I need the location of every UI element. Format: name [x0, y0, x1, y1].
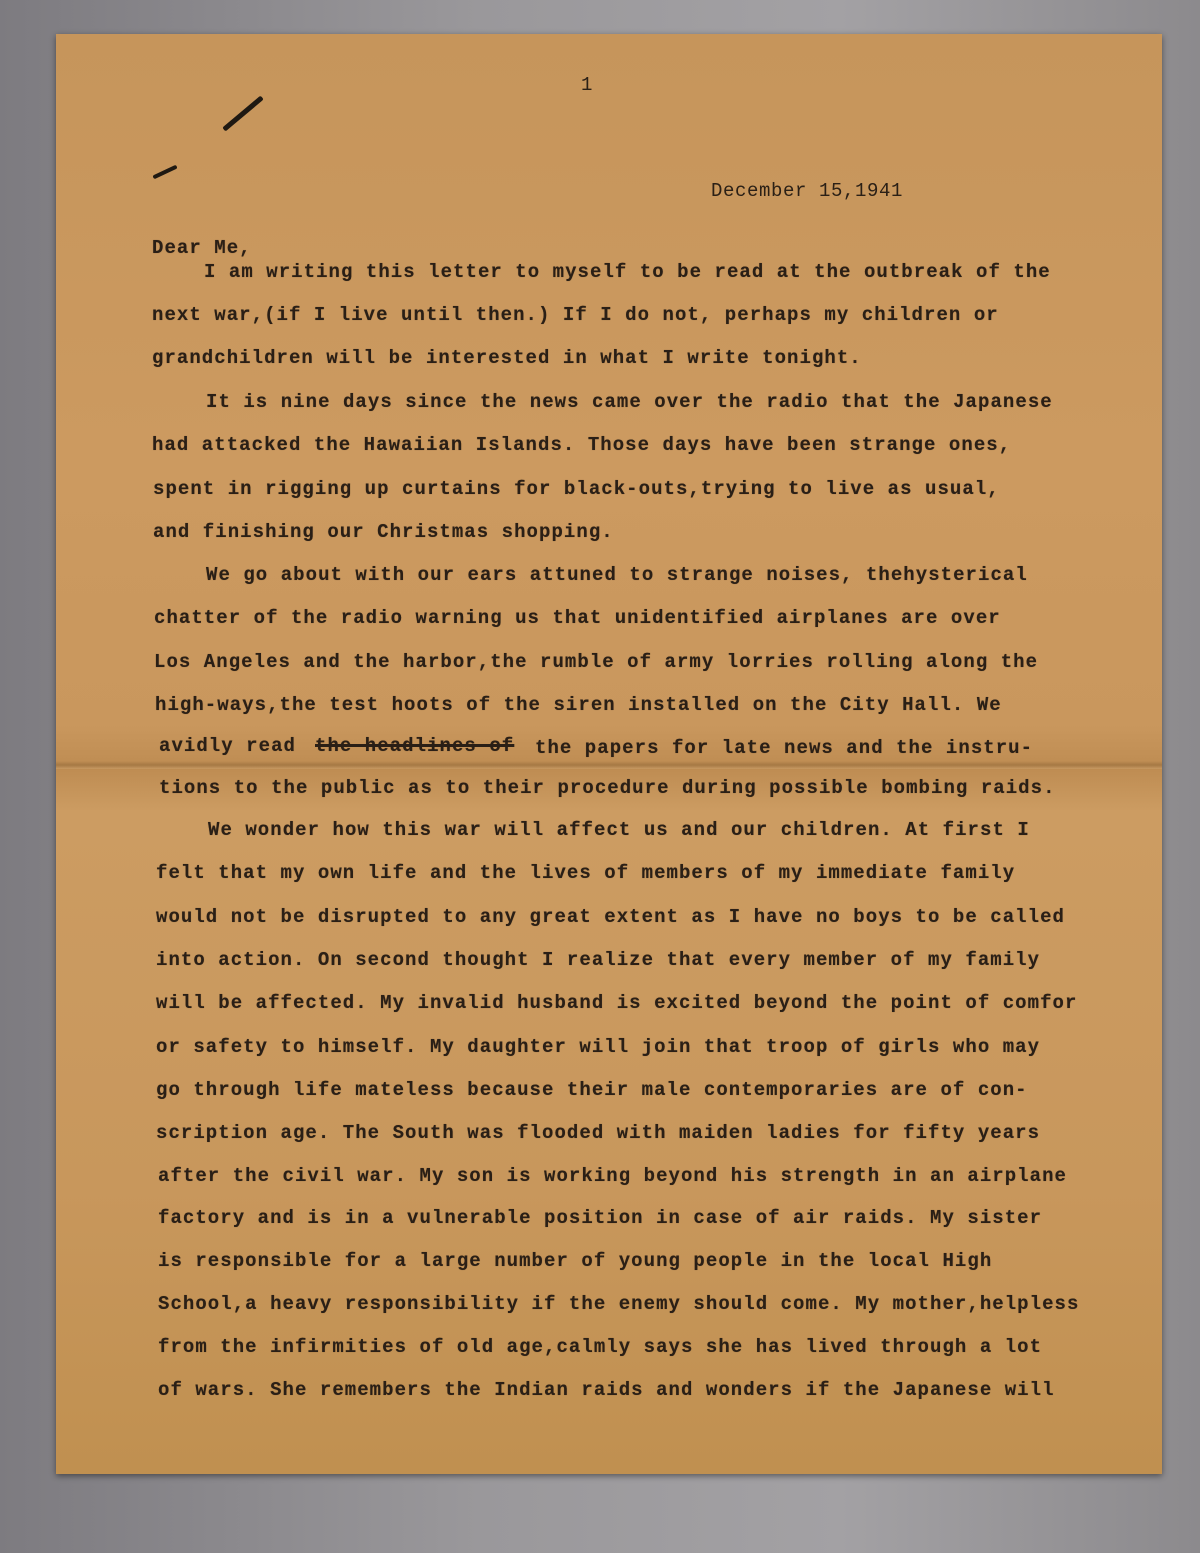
staple-mark: [222, 96, 264, 132]
text-line: will be affected. My invalid husband is excited beyond the point of comfor: [156, 992, 1078, 1014]
text-line: had attacked the Hawaiian Islands. Those days have been strange ones,: [152, 434, 1012, 456]
text-line: high-ways,the test hoots of the siren installed on the City Hall. We: [155, 694, 1002, 716]
text-line: tions to the public as to their procedure during possible bombing raids.: [159, 777, 1056, 799]
text-line: into action. On second thought I realize that every member of my family: [156, 949, 1041, 971]
text-line: I am writing this letter to myself to be read at the outbreak of the: [204, 261, 1051, 283]
paper-fold: [56, 761, 1162, 769]
text-line: and finishing our Christmas shopping.: [153, 521, 614, 543]
text-line: after the civil war. My son is working beyond his strength in an airplane: [158, 1165, 1067, 1187]
text-line: from the infirmities of old age,calmly says she has lived through a lot: [158, 1336, 1043, 1358]
text-line: grandchildren will be interested in what I write tonight.: [152, 347, 862, 369]
text-line: or safety to himself. My daughter will join that troop of girls who may: [156, 1036, 1041, 1058]
letter-date: December 15,1941: [711, 180, 904, 202]
text-line: spent in rigging up curtains for black-outs,trying to live as usual,: [153, 478, 1000, 500]
text-line: avidly read: [159, 735, 296, 757]
text-line: We go about with our ears attuned to strange noises, thehysterical: [206, 564, 1028, 586]
text-line: the papers for late news and the instru-: [535, 737, 1034, 759]
text-line: Los Angeles and the harbor,the rumble of army lorries rolling along the: [154, 651, 1039, 673]
text-line: scription age. The South was flooded with maiden ladies for fifty years: [156, 1122, 1041, 1144]
text-line: of wars. She remembers the Indian raids and wonders if the Japanese will: [158, 1379, 1055, 1401]
text-line: felt that my own life and the lives of members of my immediate family: [156, 862, 1016, 884]
text-line: factory and is in a vulnerable position in case of air raids. My sister: [158, 1207, 1043, 1229]
text-line: It is nine days since the news came over the radio that the Japanese: [206, 391, 1053, 413]
text-line: School,a heavy responsibility if the enemy should come. My mother,helpless: [158, 1293, 1080, 1315]
letter-page: [56, 34, 1162, 1474]
text-line: We wonder how this war will affect us and our children. At first I: [208, 819, 1030, 841]
text-line: would not be disrupted to any great extent as I have no boys to be called: [156, 906, 1065, 928]
text-line: go through life mateless because their male contemporaries are of con-: [156, 1079, 1028, 1101]
text-line: next war,(if I live until then.) If I do not, perhaps my children or: [152, 304, 999, 326]
salutation: Dear Me,: [152, 237, 252, 259]
text-line: chatter of the radio warning us that unidentified airplanes are over: [154, 607, 1001, 629]
struck-out-text: the headlines of: [315, 735, 515, 757]
staple-mark: [152, 165, 177, 180]
text-line: is responsible for a large number of young people in the local High: [158, 1250, 993, 1272]
page-number: 1: [581, 74, 593, 96]
